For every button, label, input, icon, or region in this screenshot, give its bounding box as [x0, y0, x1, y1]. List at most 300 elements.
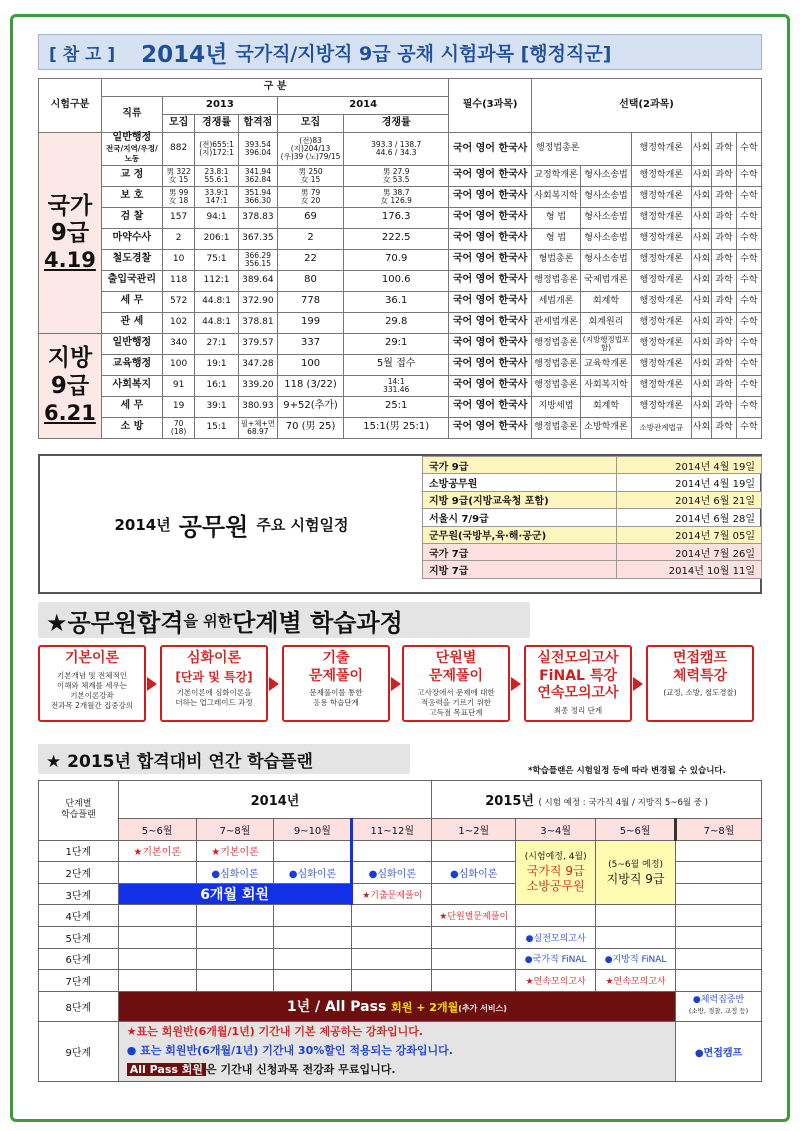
legend-allpass-text: 은 기간내 신청과목 전강좌 무료입니다. [206, 1062, 396, 1076]
optional-subject: 사회 [691, 228, 712, 249]
stage-label: 1단계 [39, 840, 119, 862]
section-learning-steps [38, 602, 530, 638]
job-cell [101, 333, 162, 354]
optional-subject: 과학 [712, 207, 736, 228]
required-subjects: 국어 영어 한국사 [449, 375, 532, 396]
optional-subject: 수학 [736, 354, 761, 375]
recruit-2013: 男 99 女 18 [162, 186, 195, 207]
optional-subject: 사회 [691, 291, 712, 312]
optional-subject: 수학 [736, 417, 761, 438]
optional-subject: 행정학개론 [631, 291, 691, 312]
th-optional: 선택(2과목) [531, 79, 761, 133]
pass-2013: 366.29 356.15 [238, 249, 277, 270]
optional-subject: 과학 [712, 249, 736, 270]
optional-subject: 행정학개론 [631, 133, 691, 166]
national-label: 국가 9급 [47, 192, 93, 247]
exam-row [39, 270, 762, 291]
optional-subject: 수학 [736, 133, 761, 166]
schedule-table [422, 456, 762, 579]
learning-step-box [524, 645, 632, 722]
optional-subject: 과학 [712, 228, 736, 249]
plan-s8-fitness-label: ●체력집중반 [692, 995, 745, 1006]
schedule-exam-date: 2014년 6월 21일 [616, 491, 761, 508]
sec1-d: 단계별 학습과정 [232, 608, 403, 637]
step-arrow-icon [633, 677, 643, 691]
schedule-exam-name: 국가 7급 [423, 543, 617, 560]
optional-subject: 과학 [712, 396, 736, 417]
section-annual-plan: ★ 2015년 합격대비 연간 학습플랜 [38, 744, 410, 774]
exam-row [39, 396, 762, 417]
stage-label: 2단계 [39, 862, 119, 884]
step-title: 기본이론 [64, 650, 120, 666]
recruit-2013: 2 [162, 228, 195, 249]
optional-subject: 사회 [691, 375, 712, 396]
recruit-2014: 69 [278, 207, 344, 228]
step-subtitle: [단과 및 특강] [175, 669, 253, 684]
plan-s1-basic-b: ★기본이론 [196, 840, 274, 862]
optional-subject: 관세법개론 [531, 312, 580, 333]
plan-s6-loc-final: ●지방직 FiNAL [596, 948, 676, 970]
recruit-2014: 778 [278, 291, 344, 312]
schedule-row [423, 509, 762, 526]
job-cell [101, 165, 162, 186]
recruit-2014: 2 [278, 228, 344, 249]
exam-row [39, 291, 762, 312]
ratio-2014: 36.1 [344, 291, 449, 312]
optional-subject: 행정학개론 [631, 228, 691, 249]
legend-star: ★표는 회원반(6개월/1년) 기간내 기본 제공하는 강좌입니다. [126, 1025, 424, 1039]
schedule-row [423, 561, 762, 578]
required-subjects: 국어 영어 한국사 [449, 228, 532, 249]
step-arrow-icon [147, 677, 157, 691]
ratio-2013: 44.8:1 [195, 312, 238, 333]
ratio-2013: 15:1 [195, 417, 238, 438]
title-tag: [ 참 고 ] [49, 44, 116, 65]
pass-2013: 필+체+면 68.97 [238, 417, 277, 438]
schedule-row [423, 526, 762, 543]
job-name: 마약수사 [112, 232, 152, 244]
plan-s4-unit: ★단원별문제풀이 [432, 905, 516, 927]
recruit-2013: 102 [162, 312, 195, 333]
local-date: 6.21 [44, 400, 96, 425]
optional-subject: 수학 [736, 165, 761, 186]
ratio-2014: 25:1 [344, 396, 449, 417]
job-name: 철도경찰 [112, 253, 152, 265]
optional-subject: 소방관계법규 [631, 417, 691, 438]
title-text: 국가직/지방직 9급 공채 시험과목 [행정직군] [235, 42, 612, 65]
optional-subject: 수학 [736, 291, 761, 312]
required-subjects: 국어 영어 한국사 [449, 312, 532, 333]
step-title: 면접캠프 [672, 650, 728, 666]
optional-subject: 형사소송법 [581, 207, 632, 228]
ratio-2013: 44.8:1 [195, 291, 238, 312]
schedule-exam-date: 2014년 7월 26일 [616, 543, 761, 560]
job-cell [101, 270, 162, 291]
legend-allpass [127, 1061, 674, 1080]
ratio-2013: 94:1 [195, 207, 238, 228]
stage-label: 6단계 [39, 948, 119, 970]
ratio-2014: 15:1(男 25:1) [344, 417, 449, 438]
recruit-2014: 9+52(추가) [278, 396, 344, 417]
optional-subject: 형 법 [531, 207, 580, 228]
recruit-2014: 男 250 女 15 [278, 165, 344, 186]
ratio-2013: 33.9:1 147:1 [195, 186, 238, 207]
optional-subject: 지방세법 [531, 396, 580, 417]
exam-subject-table [38, 78, 762, 439]
optional-subject: 교정학개론 [531, 165, 580, 186]
learning-step-box [160, 645, 268, 722]
optional-subject: 행정학개론 [631, 354, 691, 375]
job-name: 교 정 [120, 169, 144, 181]
ratio-2013: 16:1 [195, 375, 238, 396]
schedule-exam-name: 군무원(국방부,육·해·공군) [423, 526, 617, 543]
th-recruit-2014: 모집 [278, 115, 344, 133]
step-title: 심화이론 [186, 650, 242, 666]
recruit-2013: 男 322 女 15 [162, 165, 195, 186]
schedule-exam-name: 지방 9급(지방교육청 포함) [423, 491, 617, 508]
job-cell [101, 396, 162, 417]
optional-subject: 수학 [736, 186, 761, 207]
pass-2013: 351.94 366.30 [238, 186, 277, 207]
step-title: 기출 [322, 650, 350, 666]
sec1-b: 합격 [137, 608, 184, 637]
required-subjects: 국어 영어 한국사 [449, 354, 532, 375]
th-pass-2013: 합격점 [238, 115, 277, 133]
plan-month: 7~8월 [196, 819, 274, 841]
job-name: 보 호 [120, 190, 144, 202]
pass-2013: 339.20 [238, 375, 277, 396]
learning-step-box [282, 645, 390, 722]
plan-note: *학습플랜은 시험일정 등에 따라 변경될 수 있습니다. [528, 766, 726, 776]
optional-subject: 수학 [736, 270, 761, 291]
optional-subject: 형사소송법 [581, 228, 632, 249]
optional-subject: 행정학개론 [631, 396, 691, 417]
step-description: 기본개념 및 전체적인 이해와 체계를 세우는 기본이론강좌 전과목 2개월간 집중강의 [51, 670, 133, 710]
required-subjects: 국어 영어 한국사 [449, 270, 532, 291]
ratio-2014: 176.3 [344, 207, 449, 228]
exam-row [39, 228, 762, 249]
job-name: 출입국관리 [107, 274, 157, 286]
plan-year-2014: 2014년 [118, 781, 432, 819]
optional-subject: 행정학개론 [631, 375, 691, 396]
job-cell [101, 291, 162, 312]
required-subjects: 국어 영어 한국사 [449, 186, 532, 207]
optional-subject: 형법총론 [531, 249, 580, 270]
recruit-2014: (전)83 (지)204/13 (우)39 (노)79/15 [278, 133, 344, 166]
ratio-2013: 19:1 [195, 354, 238, 375]
schedule-exam-name: 소방공무원 [423, 474, 617, 491]
exam-row [39, 375, 762, 396]
ratio-2013: 23.8:1 55.6:1 [195, 165, 238, 186]
pass-2013: 378.81 [238, 312, 277, 333]
step-subtitle: 문제풀이 [308, 667, 364, 684]
step-description: (교정, 소방, 철도경찰) [663, 688, 737, 697]
recruit-2013: 340 [162, 333, 195, 354]
ratio-2014: 29.8 [344, 312, 449, 333]
schedule-exam-date: 2014년 6월 28일 [616, 509, 761, 526]
recruit-2014: 337 [278, 333, 344, 354]
legend-dot: ● 표는 회원반(6개월/1년) 기간내 30%할인 적용되는 강좌입니다. [126, 1043, 453, 1057]
plan-year-2015 [432, 781, 762, 819]
plan-s5-mock: ●실전모의고사 [516, 926, 596, 948]
job-cell [101, 354, 162, 375]
schedule-exam-date: 2014년 4월 19일 [616, 474, 761, 491]
pass-2013: 379.57 [238, 333, 277, 354]
schedule-row [423, 543, 762, 560]
exam-row [39, 354, 762, 375]
plan-6month-bar: 6개월 회원 [118, 883, 352, 905]
plan-exam-local-note: (5~6월 예정) [608, 859, 664, 870]
plan-s2-adv-b: ●심화이론 [274, 862, 352, 884]
pass-2013: 389.64 [238, 270, 277, 291]
step-description: 최종 정리 단계 [553, 705, 603, 715]
plan-exam-national [516, 840, 596, 905]
stage-label: 5단계 [39, 926, 119, 948]
title-year: 2014년 [141, 41, 228, 68]
required-subjects: 국어 영어 한국사 [449, 165, 532, 186]
optional-subject: 행정법총론 [531, 354, 580, 375]
stage-label: 4단계 [39, 905, 119, 927]
schedule-exam-date: 2014년 10월 11일 [616, 561, 761, 578]
ratio-2013: (전)655:1 (지)172:1 [195, 133, 238, 166]
step-description: 문제풀이를 통한 응용 학습단계 [309, 688, 363, 708]
recruit-2013: 157 [162, 207, 195, 228]
optional-subject: 형사소송법 [581, 186, 632, 207]
plan-month: 7~8월 [676, 819, 762, 841]
schedule-exam-name: 국가 9급 [423, 457, 617, 474]
optional-subject: 사회 [691, 312, 712, 333]
optional-subject: 행정법총론 [531, 133, 631, 166]
optional-subject: 행정학개론 [631, 270, 691, 291]
plan-s9-interview: ●면접캠프 [676, 1021, 762, 1081]
recruit-2013: 118 [162, 270, 195, 291]
job-name: 소 방 [120, 421, 144, 433]
schedule-label-year: 2014년 [114, 515, 171, 534]
schedule-label-post: 주요 [256, 515, 286, 534]
optional-subject: 사회복지학 [581, 375, 632, 396]
required-subjects: 국어 영어 한국사 [449, 291, 532, 312]
job-name: 관 세 [120, 316, 144, 328]
pass-2013: 341.94 362.84 [238, 165, 277, 186]
optional-subject: 행정학개론 [631, 333, 691, 354]
step-title: 단원별 [435, 650, 477, 666]
plan-exam-national-note: (시험예정, 4월) [524, 852, 587, 863]
step-subtitle: 체력특강 [672, 667, 728, 684]
optional-subject: 수학 [736, 396, 761, 417]
title-bar [38, 34, 762, 70]
local-label-cell [39, 333, 102, 438]
optional-subject: 사회 [691, 396, 712, 417]
step-description: 고사장에서 문제에 대한 적응력을 기르기 위한 고득점 목표단계 [417, 688, 495, 718]
ratio-2014: 14:1 331.46 [344, 375, 449, 396]
ratio-2013: 112:1 [195, 270, 238, 291]
plan-month: 1~2월 [432, 819, 516, 841]
th-recruit-2013: 모집 [162, 115, 195, 133]
step-arrow-icon [269, 677, 279, 691]
optional-subject: 사회 [691, 133, 712, 166]
optional-subject: 회계원리 [581, 312, 632, 333]
recruit-2013: 10 [162, 249, 195, 270]
allpass-c: (추가 서비스) [458, 1004, 507, 1014]
optional-subject: 과학 [712, 270, 736, 291]
optional-subject: 행정학개론 [631, 165, 691, 186]
recruit-2013: 882 [162, 133, 195, 166]
optional-subject: 수학 [736, 228, 761, 249]
required-subjects: 국어 영어 한국사 [449, 249, 532, 270]
optional-subject: 과학 [712, 312, 736, 333]
recruit-2013: 100 [162, 354, 195, 375]
optional-subject: 회계학 [581, 396, 632, 417]
job-name: 검 찰 [120, 211, 144, 223]
job-sub: 전국/지역/우정/노동 [106, 143, 158, 163]
optional-subject: 수학 [736, 207, 761, 228]
th-ratio-2014: 경쟁률 [344, 115, 449, 133]
plan-header-stage: 단계별 학습플랜 [39, 781, 119, 841]
plan-month: 3~4월 [516, 819, 596, 841]
national-label-cell [39, 133, 102, 334]
optional-subject: 과학 [712, 354, 736, 375]
recruit-2014: 男 79 女 20 [278, 186, 344, 207]
optional-subject: 과학 [712, 165, 736, 186]
exam-row [39, 207, 762, 228]
schedule-label-main: 공무원 [178, 512, 249, 541]
optional-subject: 회계학 [581, 291, 632, 312]
annual-plan-table [38, 780, 762, 1082]
optional-subject: 사회 [691, 186, 712, 207]
plan-month: 5~6월 [596, 819, 676, 841]
optional-subject: 사회 [691, 165, 712, 186]
optional-subject: 과학 [712, 133, 736, 166]
plan-year-2015-note: ( 시험 예정 : 국가직 4월 / 지방직 5~6월 중 ) [538, 798, 709, 808]
schedule-label [40, 456, 423, 592]
allpass-b: 회원 + 2개월 [391, 1001, 459, 1015]
stage-label: 8단계 [39, 991, 119, 1021]
optional-subject: 수학 [736, 249, 761, 270]
pass-2013: 380.93 [238, 396, 277, 417]
optional-subject: 행정법총론 [531, 375, 580, 396]
pass-2013: 378.83 [238, 207, 277, 228]
optional-subject: 행정법총론 [531, 333, 580, 354]
exam-row [39, 333, 762, 354]
ratio-2014: 男 38.7 女 126.9 [344, 186, 449, 207]
optional-subject: 형사소송법 [581, 249, 632, 270]
job-cell [101, 186, 162, 207]
recruit-2014: 100 [278, 354, 344, 375]
optional-subject: 행정학개론 [631, 207, 691, 228]
recruit-2014: 70 (男 25) [278, 417, 344, 438]
th-required: 필수(3과목) [449, 79, 532, 133]
step-arrow-icon [511, 677, 521, 691]
ratio-2013: 39:1 [195, 396, 238, 417]
recruit-2014: 22 [278, 249, 344, 270]
optional-subject: 과학 [712, 186, 736, 207]
recruit-2013: 70 (18) [162, 417, 195, 438]
step-arrow-icon [391, 677, 401, 691]
step-subtitle: 문제풀이 [428, 667, 484, 684]
recruit-2013: 572 [162, 291, 195, 312]
th-job: 직류 [101, 97, 162, 133]
th-2013: 2013 [162, 97, 277, 115]
optional-subject: 사회 [691, 270, 712, 291]
recruit-2013: 19 [162, 396, 195, 417]
job-name: 교육행정 [112, 358, 152, 370]
optional-subject: 과학 [712, 333, 736, 354]
job-cell [101, 207, 162, 228]
exam-row [39, 417, 762, 438]
schedule-exam-name: 지방 7급 [423, 561, 617, 578]
optional-subject: 행정학개론 [631, 186, 691, 207]
optional-subject: 사회 [691, 417, 712, 438]
ratio-2014: 70.9 [344, 249, 449, 270]
schedule-row [423, 474, 762, 491]
plan-exam-local-text: 지방직 9급 [606, 871, 665, 886]
recruit-2013: 91 [162, 375, 195, 396]
optional-subject: 형사소송법 [581, 165, 632, 186]
ratio-2014: 100.6 [344, 270, 449, 291]
optional-subject: 사회복지학 [531, 186, 580, 207]
step-subtitle: FiNAL 특강 연속모의고사 [537, 667, 619, 701]
plan-s8-fitness-sub: (소방, 경찰, 교정 등) [688, 1007, 749, 1016]
optional-subject: 과학 [712, 417, 736, 438]
job-cell [101, 417, 162, 438]
optional-subject: 행정법총론 [531, 270, 580, 291]
optional-subject: 국제법개론 [581, 270, 632, 291]
job-cell [101, 249, 162, 270]
ratio-2014: 393.3 / 138.7 44.6 / 34.3 [344, 133, 449, 166]
pass-2013: 347.28 [238, 354, 277, 375]
pass-2013: 372.90 [238, 291, 277, 312]
exam-row [39, 165, 762, 186]
job-cell [101, 312, 162, 333]
optional-subject: 세법개론 [531, 291, 580, 312]
job-cell [101, 228, 162, 249]
exam-row [39, 186, 762, 207]
optional-subject: 행정법총론 [531, 417, 580, 438]
pass-2013: 393.54 396.04 [238, 133, 277, 166]
th-type: 시험구분 [39, 79, 102, 133]
optional-subject: 과학 [712, 291, 736, 312]
plan-s1-basic-a: ★기본이론 [118, 840, 196, 862]
job-cell [101, 375, 162, 396]
recruit-2014: 118 (3/22) [278, 375, 344, 396]
step-description: 기본이론에 심화이론을 더하는 업그레이드 과정 [175, 687, 253, 707]
legend-allpass-tag: All Pass 회원 [127, 1063, 206, 1076]
step-title: 실전모의고사 [537, 650, 619, 666]
ratio-2013: 27:1 [195, 333, 238, 354]
schedule-exam-date: 2014년 7월 05일 [616, 526, 761, 543]
required-subjects: 국어 영어 한국사 [449, 417, 532, 438]
optional-subject: 수학 [736, 375, 761, 396]
plan-year-2015-label: 2015년 [485, 794, 534, 809]
learning-step-box [38, 645, 146, 722]
optional-subject: 형 법 [531, 228, 580, 249]
schedule-row [423, 457, 762, 474]
plan-exam-local [596, 840, 676, 905]
recruit-2014: 199 [278, 312, 344, 333]
ratio-2014: 5월 접수 [344, 354, 449, 375]
plan-s3-past-exam: ★기출문제풀이 [352, 883, 432, 905]
required-subjects: 국어 영어 한국사 [449, 207, 532, 228]
plan-legend [118, 1021, 675, 1081]
plan-s2-adv-c: ●심화이론 [352, 862, 432, 884]
required-subjects: 국어 영어 한국사 [449, 396, 532, 417]
required-subjects: 국어 영어 한국사 [449, 133, 532, 166]
learning-step-box [402, 645, 510, 722]
ratio-2013: 206:1 [195, 228, 238, 249]
optional-subject: 행정학개론 [631, 249, 691, 270]
job-cell [101, 133, 162, 166]
job-name: 일반행정 [112, 337, 152, 349]
